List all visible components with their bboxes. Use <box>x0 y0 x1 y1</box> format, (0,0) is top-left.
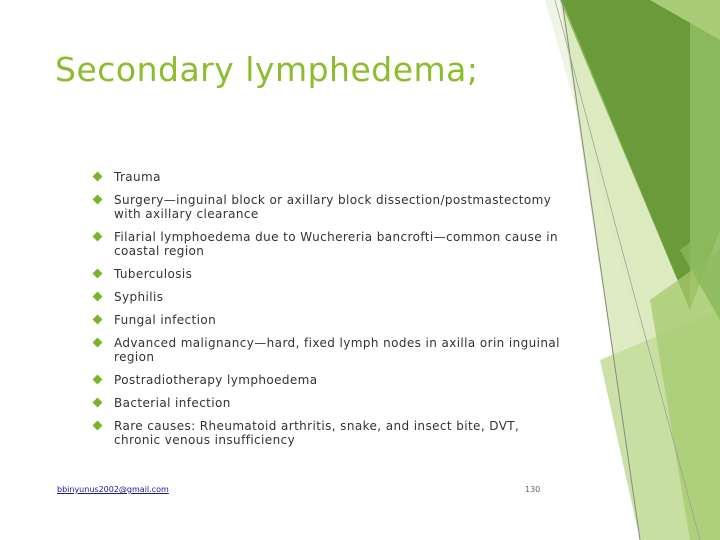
bullet-text: Advanced malignancy—hard, fixed lymph nodes in axilla orin inguinal region <box>114 336 560 364</box>
bullet-text: Bacterial infection <box>114 396 231 410</box>
diamond-bullet-icon <box>93 398 103 408</box>
diamond-bullet-icon <box>93 269 103 279</box>
page-number: 130 <box>525 485 541 494</box>
bullet-item <box>92 290 562 304</box>
footer-email-link[interactable]: bbinyunus2002@gmail.com <box>57 485 169 494</box>
bullet-item <box>92 396 562 410</box>
bullet-item <box>92 267 562 281</box>
bullet-item <box>92 230 562 258</box>
diamond-bullet-icon <box>93 375 103 385</box>
bullet-item <box>92 336 562 364</box>
bullet-text: Rare causes: Rheumatoid arthritis, snake, and insect bite, DVT, chronic venous insufficiency <box>114 419 520 447</box>
bullet-item <box>92 170 562 184</box>
bullet-item <box>92 373 562 387</box>
bullet-item <box>92 419 562 447</box>
diamond-bullet-icon <box>93 232 103 242</box>
diamond-bullet-icon <box>93 421 103 431</box>
bullet-list <box>92 170 562 456</box>
bullet-text: Syphilis <box>114 290 164 304</box>
bullet-text: Postradiotherapy lymphoedema <box>114 373 318 387</box>
bullet-text: Filarial lymphoedema due to Wuchereria bancrofti—common cause in coastal region <box>114 230 559 258</box>
diamond-bullet-icon <box>93 338 103 348</box>
diamond-bullet-icon <box>93 172 103 182</box>
slide-title: Secondary lymphedema; <box>55 50 479 89</box>
diamond-bullet-icon <box>93 292 103 302</box>
bullet-item <box>92 193 562 221</box>
diamond-bullet-icon <box>93 315 103 325</box>
bullet-text: Fungal infection <box>114 313 217 327</box>
bullet-item <box>92 313 562 327</box>
diamond-bullet-icon <box>93 195 103 205</box>
bullet-text: Trauma <box>114 170 161 184</box>
bullet-text: Surgery—inguinal block or axillary block dissection/postmastectomy with axillary clearance <box>114 193 552 221</box>
bullet-text: Tuberculosis <box>114 267 193 281</box>
